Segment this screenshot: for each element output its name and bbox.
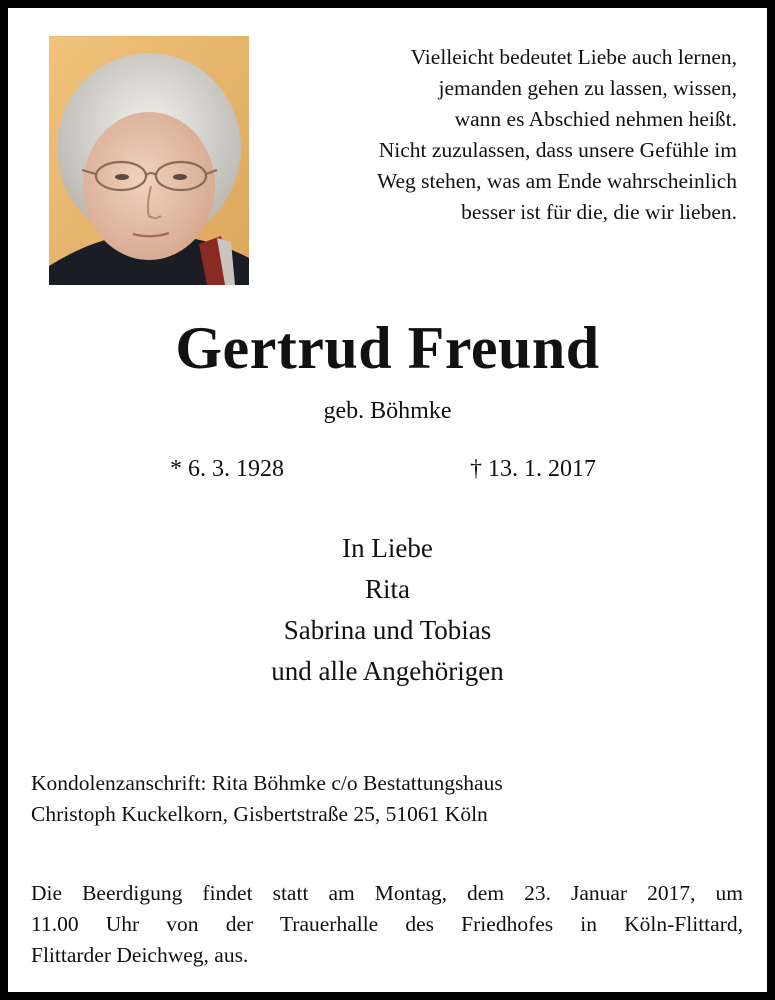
poem-line: Nicht zuzulassen, dass unsere Gefühle im	[378, 138, 737, 162]
poem	[297, 42, 737, 228]
mourners	[8, 528, 767, 692]
funeral-line: Die Beerdigung findet statt am Montag, dem 23. Januar 2017, um	[31, 881, 743, 905]
death-date: † 13. 1. 2017	[470, 456, 596, 482]
funeral-line: Flittarder Deichweg, aus.	[31, 943, 249, 967]
condolence-line: Kondolenzanschrift: Rita Böhmke c/o Bestattungshaus	[31, 771, 503, 795]
condolence-line: Christoph Kuckelkorn, Gisbertstraße 25, 51061 Köln	[31, 802, 488, 826]
mourner-line: Rita	[365, 574, 410, 604]
poem-line: wann es Abschied nehmen heißt.	[454, 107, 737, 131]
deceased-name: Gertrud Freund	[175, 315, 600, 381]
poem-line: Weg stehen, was am Ende wahrscheinlich	[376, 169, 737, 193]
portrait-photo	[49, 36, 249, 285]
poem-line: besser ist für die, die wir lieben.	[461, 200, 737, 224]
poem-line: Vielleicht bedeutet Liebe auch lernen,	[410, 45, 737, 69]
birth-date: * 6. 3. 1928	[170, 456, 284, 482]
mourner-line: Sabrina und Tobias	[283, 615, 492, 645]
poem-line: jemanden gehen zu lassen, wissen,	[438, 76, 737, 100]
condolence-address	[31, 768, 503, 830]
mourner-line: In Liebe	[342, 533, 433, 563]
funeral-details	[31, 878, 743, 971]
mourner-line: und alle Angehörigen	[271, 656, 504, 686]
funeral-line: 11.00 Uhr von der Trauerhalle des Friedhofes in Köln-Flittard,	[31, 912, 743, 936]
birth-name: geb. Böhmke	[323, 398, 452, 424]
